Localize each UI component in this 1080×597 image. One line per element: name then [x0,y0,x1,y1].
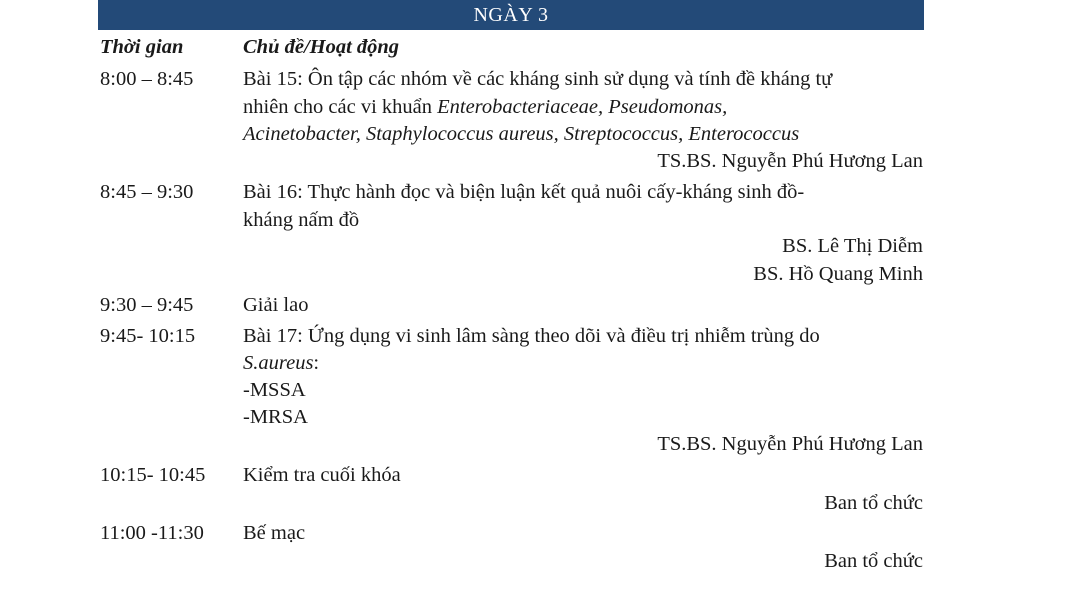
topic-text: nhiên cho các vi khuẩn [243,96,438,118]
session-time: 8:45 – 9:30 [100,181,194,203]
session-speaker: Ban tổ chức [824,492,923,514]
session-speaker: TS.BS. Nguyễn Phú Hương Lan [657,150,923,172]
day-banner [98,0,924,30]
session-topic-line [243,94,727,120]
session-topic-line: Bế mạc [243,522,306,544]
session-topic-line: Giải lao [243,294,309,316]
session-time: 9:45- 10:15 [100,325,196,347]
session-time: 10:15- 10:45 [100,464,206,486]
session-topic-line: Bài 16: Thực hành đọc và biện luận kết quả nuôi cấy-kháng sinh đồ- [243,181,805,203]
session-speaker: TS.BS. Nguyễn Phú Hương Lan [657,433,923,455]
session-topic-line: -MRSA [243,406,308,428]
session-topic-line: kháng nấm đồ [243,209,360,231]
session-speaker: BS. Lê Thị Diễm [782,235,923,257]
header-time: Thời gian [100,36,184,58]
session-time: 8:00 – 8:45 [100,68,194,90]
session-time: 9:30 – 9:45 [100,294,194,316]
session-topic-line: Bài 15: Ôn tập các nhóm về các kháng sinh sử dụng và tính đề kháng tự [243,68,833,90]
topic-italic-text: S.aureus [243,352,314,374]
session-topic-line: Bài 17: Ứng dụng vi sinh lâm sàng theo dõi và điều trị nhiễm trùng do [243,325,820,347]
session-time: 11:00 -11:30 [100,522,204,544]
topic-text: : [313,352,320,374]
session-speaker: BS. Hồ Quang Minh [753,263,923,285]
session-topic-line: -MSSA [243,379,306,401]
session-topic-line [243,350,319,376]
topic-italic-text: Enterobacteriaceae, Pseudomonas, [437,96,728,118]
session-topic-line: Acinetobacter, Staphylococcus aureus, Streptococcus, Enterococcus [243,123,800,145]
header-topic: Chủ đề/Hoạt động [243,36,400,58]
session-topic-line: Kiểm tra cuối khóa [243,464,401,486]
day-title: NGÀY 3 [473,4,549,26]
session-speaker: Ban tổ chức [824,550,923,572]
